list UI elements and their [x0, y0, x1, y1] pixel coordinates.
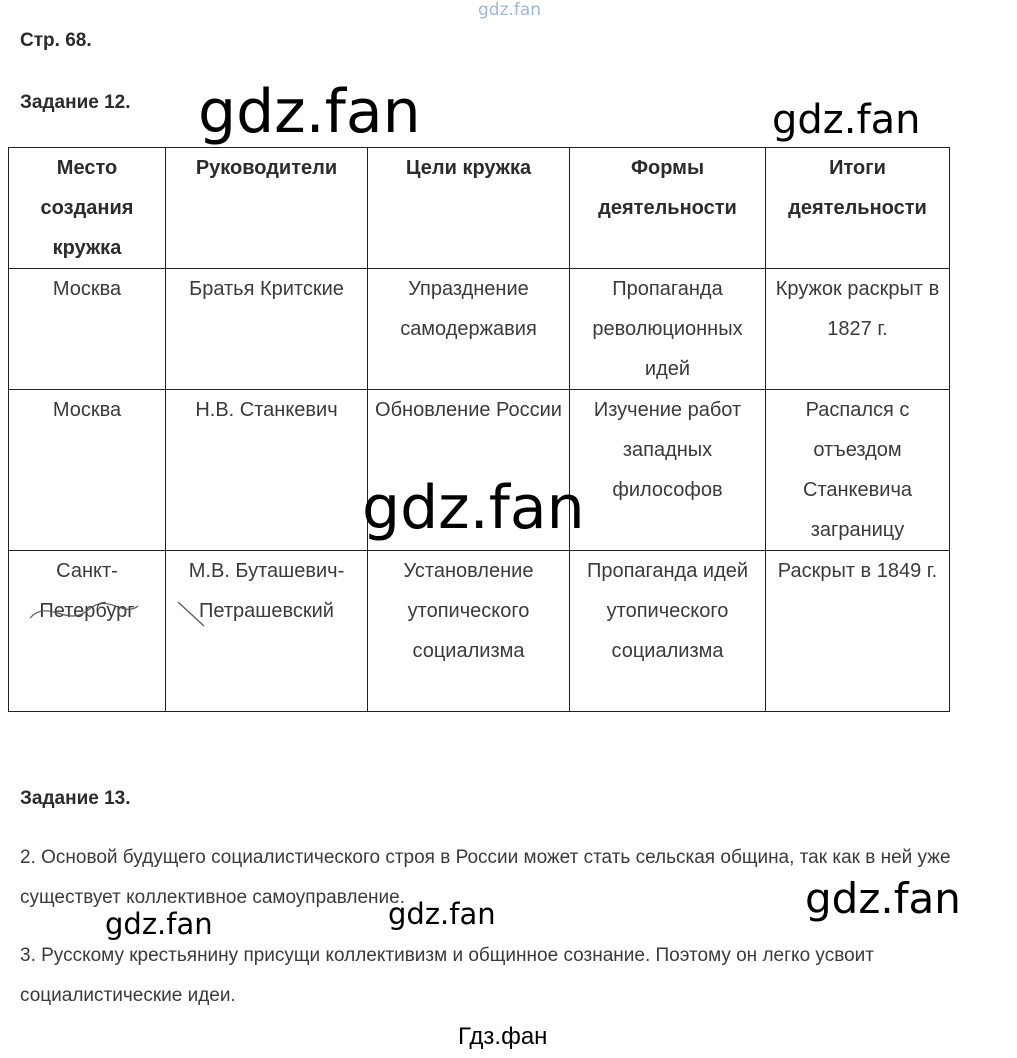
table-cell: Кружок раскрыт в 1827 г. — [766, 269, 950, 390]
table-cell: Раскрыт в 1849 г. — [766, 551, 950, 712]
table-cell: Изучение работ западных философов — [570, 390, 766, 551]
watermark-small: gdz.fan — [105, 907, 213, 941]
table-row — [9, 269, 950, 390]
answer-paragraph: 3. Русскому крестьянину присущи коллективизм и общинное сознание. Поэтому он легко усвоит социалистические идеи. — [20, 945, 874, 1006]
table-cell: Н.В. Станкевич — [166, 390, 368, 551]
table-header-cell: Руководители — [166, 148, 368, 269]
table-cell: Москва — [9, 390, 166, 551]
task-12-heading: Задание 12. — [20, 92, 131, 113]
table-cell: Упразднение самодержавия — [368, 269, 570, 390]
answer-paragraph: 2. Основой будущего социалистического строя в России может стать сельская община, так как в ней уже существует коллективное самоуправление. — [20, 847, 951, 908]
table-header-cell: Итоги деятельности — [766, 148, 950, 269]
table-cell: Пропаганда идей утопического социализма — [570, 551, 766, 712]
table-cell: Пропаганда революционных идей — [570, 269, 766, 390]
watermark-large: gdz.fan — [772, 97, 921, 143]
table-header-cell: Цели кружка — [368, 148, 570, 269]
watermark-large: gdz.fan — [198, 77, 421, 147]
footer-watermark: Гдз.фан — [458, 1023, 548, 1050]
table-cell: М.В. Буташевич-Петрашевский — [166, 551, 368, 712]
table-cell: Братья Критские — [166, 269, 368, 390]
scribble-mark — [28, 588, 218, 638]
table-header-cell: Место создания кружка — [9, 148, 166, 269]
watermark-top: gdz.fan — [478, 0, 542, 20]
watermark-large: gdz.fan — [362, 473, 585, 543]
table-cell: Установление утопического социализма — [368, 551, 570, 712]
table-header-row — [9, 148, 950, 269]
table-header-cell: Формы деятельности — [570, 148, 766, 269]
task-13-heading: Задание 13. — [20, 788, 131, 809]
table-cell: Санкт-Петербург — [9, 551, 166, 712]
table-cell: Распался с отъездом Станкевича заграницу — [766, 390, 950, 551]
table-cell: Обновление России — [368, 390, 570, 551]
page-label: Стр. 68. — [20, 30, 92, 51]
watermark-large: gdz.fan — [805, 874, 961, 923]
watermark-small: gdz.fan — [388, 897, 496, 931]
table-cell: Москва — [9, 269, 166, 390]
